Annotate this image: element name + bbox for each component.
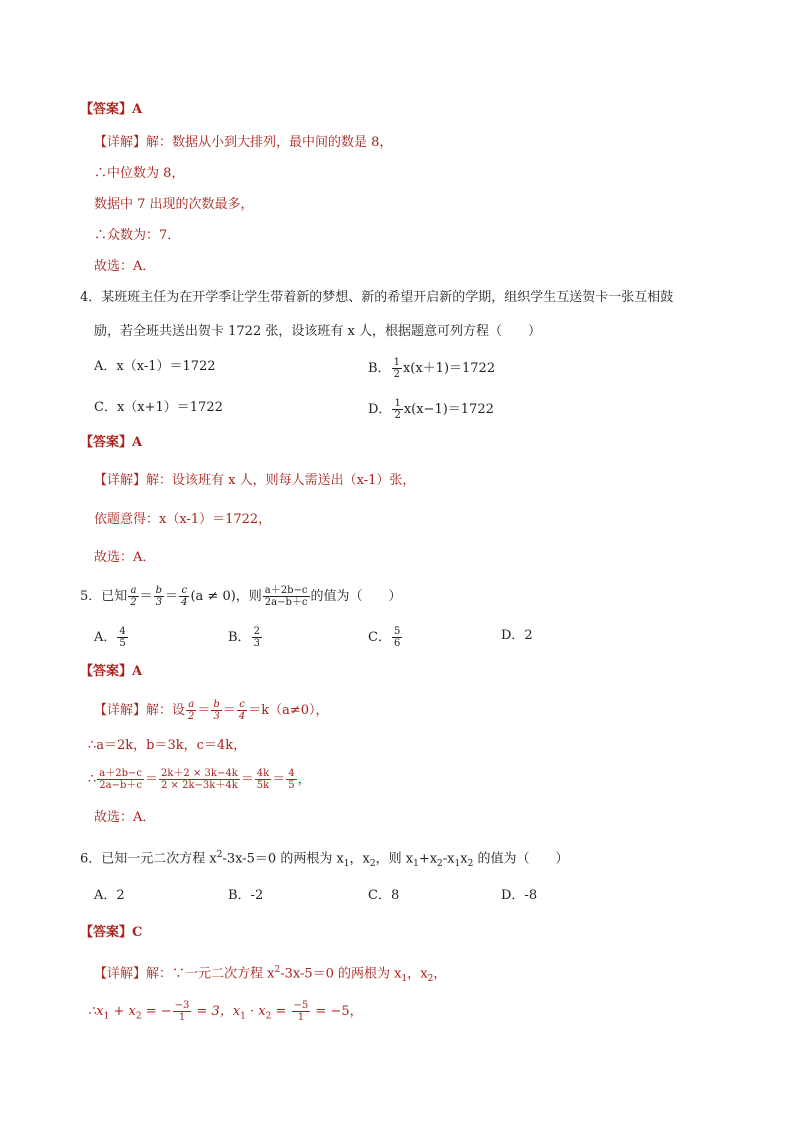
q4-detail-line-2: 依题意得：x（x-1）＝1722， [94, 512, 272, 527]
subscript: 1 [343, 858, 350, 869]
q6-option-d: D．-8 [501, 888, 538, 903]
subscript: 1 [240, 1011, 246, 1022]
superscript: 2 [274, 965, 281, 975]
superscript: 2 [216, 850, 223, 860]
q4-option-c: C．x（x+1）＝1722 [94, 400, 223, 415]
frac-num: 2k＋2 × 3k−4k [161, 768, 238, 779]
q6-detail-part: -3x-5＝0 的两根为 x [280, 966, 402, 982]
q6-option-c: C．8 [368, 888, 400, 903]
frac-num: a [186, 699, 196, 711]
q6-stem-part: +x [418, 851, 438, 867]
q3-detail-line-5: 故选：A． [94, 259, 156, 274]
q4-option-a: A．x（x-1）＝1722 [94, 359, 216, 374]
q5-detail-line-2: ∴a＝2k，b＝3k，c＝4k， [88, 738, 247, 753]
q5-detail-line-3 [88, 768, 311, 791]
q5-l3-frac-1 [97, 768, 144, 791]
q5-detail-line-1 [94, 699, 329, 722]
subscript: 2 [437, 858, 443, 869]
subscript: 2 [427, 973, 434, 984]
q6-detail-part: + x [109, 1004, 136, 1019]
q5-l3-frac-2 [159, 768, 240, 791]
q4-detail-text-1: 解：设该班有 x 人，则每人需送出（x-1）张， [146, 473, 416, 488]
q6-detail-line-1 [94, 960, 446, 989]
q4-stem-line-1: 4．某班班主任为在开学季让学生带着新的梦想、新的希望开启新的学期，组织学生互送贺卡一张互相鼓 [80, 290, 674, 305]
q5-stem-suffix: 的值为（ ） [310, 589, 402, 604]
q5-option-d: D．2 [501, 628, 533, 643]
frac-den: 2 [394, 410, 401, 421]
q6-detail-part: · x [245, 1004, 266, 1019]
q5-detail-frac-a2 [186, 699, 196, 722]
q6-stem-part: 的值为（ ） [473, 851, 569, 867]
q6-detail-part: = [271, 1004, 291, 1019]
eq-sign: ＝ [240, 772, 254, 787]
q5-frac-a2 [128, 585, 138, 608]
q4-option-b-label: B． [368, 361, 391, 376]
eq-sign: ＝ [197, 703, 211, 718]
frac-den: 2 [393, 369, 400, 380]
q4-detail-line-1 [94, 471, 415, 491]
q5-detail-line-4: 故选：A． [94, 810, 156, 825]
q6-stem-part: ，则 x [375, 851, 414, 867]
q5-l3-frac-3 [255, 768, 271, 791]
frac-den: 1 [297, 1012, 305, 1023]
q6-detail-part: 解：∵一元二次方程 x [146, 966, 275, 982]
q6-stem [80, 845, 568, 874]
eq-sign: ＝ [272, 772, 286, 787]
subscript: 1 [103, 1011, 110, 1022]
q6-answer-tag: 【答案】C [80, 925, 143, 940]
q5-option-b [228, 626, 263, 649]
frac-den: 5 [288, 780, 295, 791]
frac-num: a＋2b−c [264, 585, 308, 596]
subscript: 2 [265, 1011, 272, 1022]
frac-num: 1 [393, 357, 400, 368]
q5-detail-prefix: 解：设 [146, 703, 186, 718]
q6-detail-line-2 [88, 1000, 363, 1027]
therefore-sign: ∴ [88, 772, 97, 787]
q5-option-c [368, 626, 403, 649]
frac-den: 1 [178, 1012, 186, 1023]
frac-num: 4 [288, 768, 295, 779]
q4-answer-tag: 【答案】A [80, 435, 143, 450]
q6-option-b: B．-2 [228, 888, 264, 903]
q5-option-b-frac [252, 626, 262, 649]
q3-detail-tag: 【详解】 [94, 135, 147, 150]
eq-sign: ＝ [222, 703, 236, 718]
eq-sign: ＝ [145, 772, 159, 787]
q6-stem-part: -3x-5＝0 的两根为 x [222, 851, 344, 867]
q6-detail-frac-2 [292, 1000, 311, 1023]
frac-den: 4 [181, 597, 188, 608]
subscript: 2 [369, 858, 376, 869]
q5-detail-frac-c4 [237, 699, 247, 722]
q4-stem-line-2: 励，若全班共送出贺卡 1722 张，设该班有 x 人，根据题意可列方程（ ） [94, 324, 541, 339]
frac-num: 5 [393, 626, 401, 637]
q5-stem [80, 585, 402, 608]
q5-l3-frac-4 [286, 768, 296, 791]
q4-option-d-label: D． [368, 402, 392, 417]
q4-detail-tag: 【详解】 [94, 473, 147, 488]
q4-option-d [368, 398, 494, 421]
frac-num: −5 [293, 1000, 309, 1011]
q4-option-d-half [392, 398, 402, 421]
frac-den: 5k [256, 780, 270, 791]
q5-option-a-frac [117, 626, 127, 649]
frac-num: c [179, 585, 189, 597]
q5-detail-suffix: ＝k（a≠0）， [248, 703, 329, 718]
q4-option-b-half [392, 357, 402, 380]
q6-detail-part: ， [433, 966, 447, 982]
q6-detail-part: ∴x [88, 1004, 104, 1019]
frac-num: a [128, 585, 138, 597]
comma: ， [297, 772, 311, 787]
frac-num: b [213, 699, 220, 710]
frac-num: 4k [256, 768, 270, 779]
frac-den: 2a−b＋c [264, 597, 308, 608]
frac-den: 2 [130, 597, 137, 608]
q3-detail-line-3: 数据中 7 出现的次数最多， [94, 197, 254, 212]
frac-num: a＋2b−c [99, 768, 142, 779]
q6-detail-tag: 【详解】 [94, 966, 147, 982]
q5-big-frac [263, 585, 310, 608]
q4-detail-line-3: 故选：A． [94, 550, 156, 565]
q6-detail-part: = −5， [311, 1004, 363, 1019]
frac-den: 6 [393, 638, 401, 649]
q4-option-b [368, 357, 495, 380]
frac-num: 1 [394, 398, 401, 409]
q6-stem-part: -x [442, 851, 455, 867]
q5-option-c-frac [392, 626, 402, 649]
q6-stem-part: ，x [349, 851, 370, 867]
frac-den: 3 [213, 711, 220, 722]
frac-den: 3 [253, 638, 260, 649]
frac-den: 2a−b＋c [99, 780, 142, 791]
option-label: A． [94, 630, 117, 645]
q3-detail-text-1: 解：数据从小到大排列，最中间的数是 8， [146, 135, 393, 150]
q5-answer-tag: 【答案】A [80, 664, 143, 679]
q5-condition: (a ≠ 0)，则 [190, 589, 262, 604]
q5-detail-frac-b3 [211, 699, 221, 722]
q3-detail-line-4: ∴众数为：7． [94, 228, 181, 243]
q6-detail-part: = 3，x [192, 1004, 241, 1019]
q6-detail-part: = − [141, 1004, 172, 1019]
frac-den: 2 [188, 711, 195, 722]
q6-detail-part: ，x [407, 966, 428, 982]
q6-stem-part: x [460, 851, 468, 867]
q5-stem-prefix: 5．已知 [80, 589, 128, 604]
frac-num: c [237, 699, 247, 711]
frac-num: 2 [253, 626, 260, 637]
frac-den: 3 [155, 597, 163, 608]
subscript: 2 [467, 858, 474, 869]
frac-den: 5 [119, 638, 126, 649]
frac-num: 4 [119, 626, 126, 637]
frac-num: −3 [174, 1000, 190, 1011]
q5-frac-b3 [154, 585, 164, 608]
q3-detail-line-2: ∴中位数为 8， [94, 166, 185, 181]
subscript: 1 [454, 858, 461, 869]
option-label: B． [228, 630, 251, 645]
q3-detail-line-1 [94, 133, 392, 153]
q5-option-a [94, 626, 129, 649]
subscript: 1 [413, 858, 419, 869]
frac-num: b [155, 585, 163, 596]
frac-den: 4 [238, 711, 246, 722]
subscript: 2 [135, 1011, 142, 1022]
eq-sign: ＝ [165, 589, 179, 604]
q6-option-a: A．2 [94, 888, 125, 903]
q6-stem-part: 6．已知一元二次方程 x [80, 851, 217, 867]
q5-frac-c4 [179, 585, 189, 608]
q4-option-d-expr: x(x−1)＝1722 [403, 402, 494, 417]
q3-answer-tag: 【答案】A [80, 102, 143, 117]
q5-detail-tag: 【详解】 [94, 703, 147, 718]
frac-den: 2 × 2k−3k＋4k [161, 780, 238, 791]
q4-option-b-expr: x(x＋1)＝1722 [402, 361, 496, 376]
option-label: C． [368, 630, 391, 645]
q6-detail-frac-1 [173, 1000, 192, 1023]
eq-sign: ＝ [139, 589, 153, 604]
subscript: 1 [401, 973, 408, 984]
